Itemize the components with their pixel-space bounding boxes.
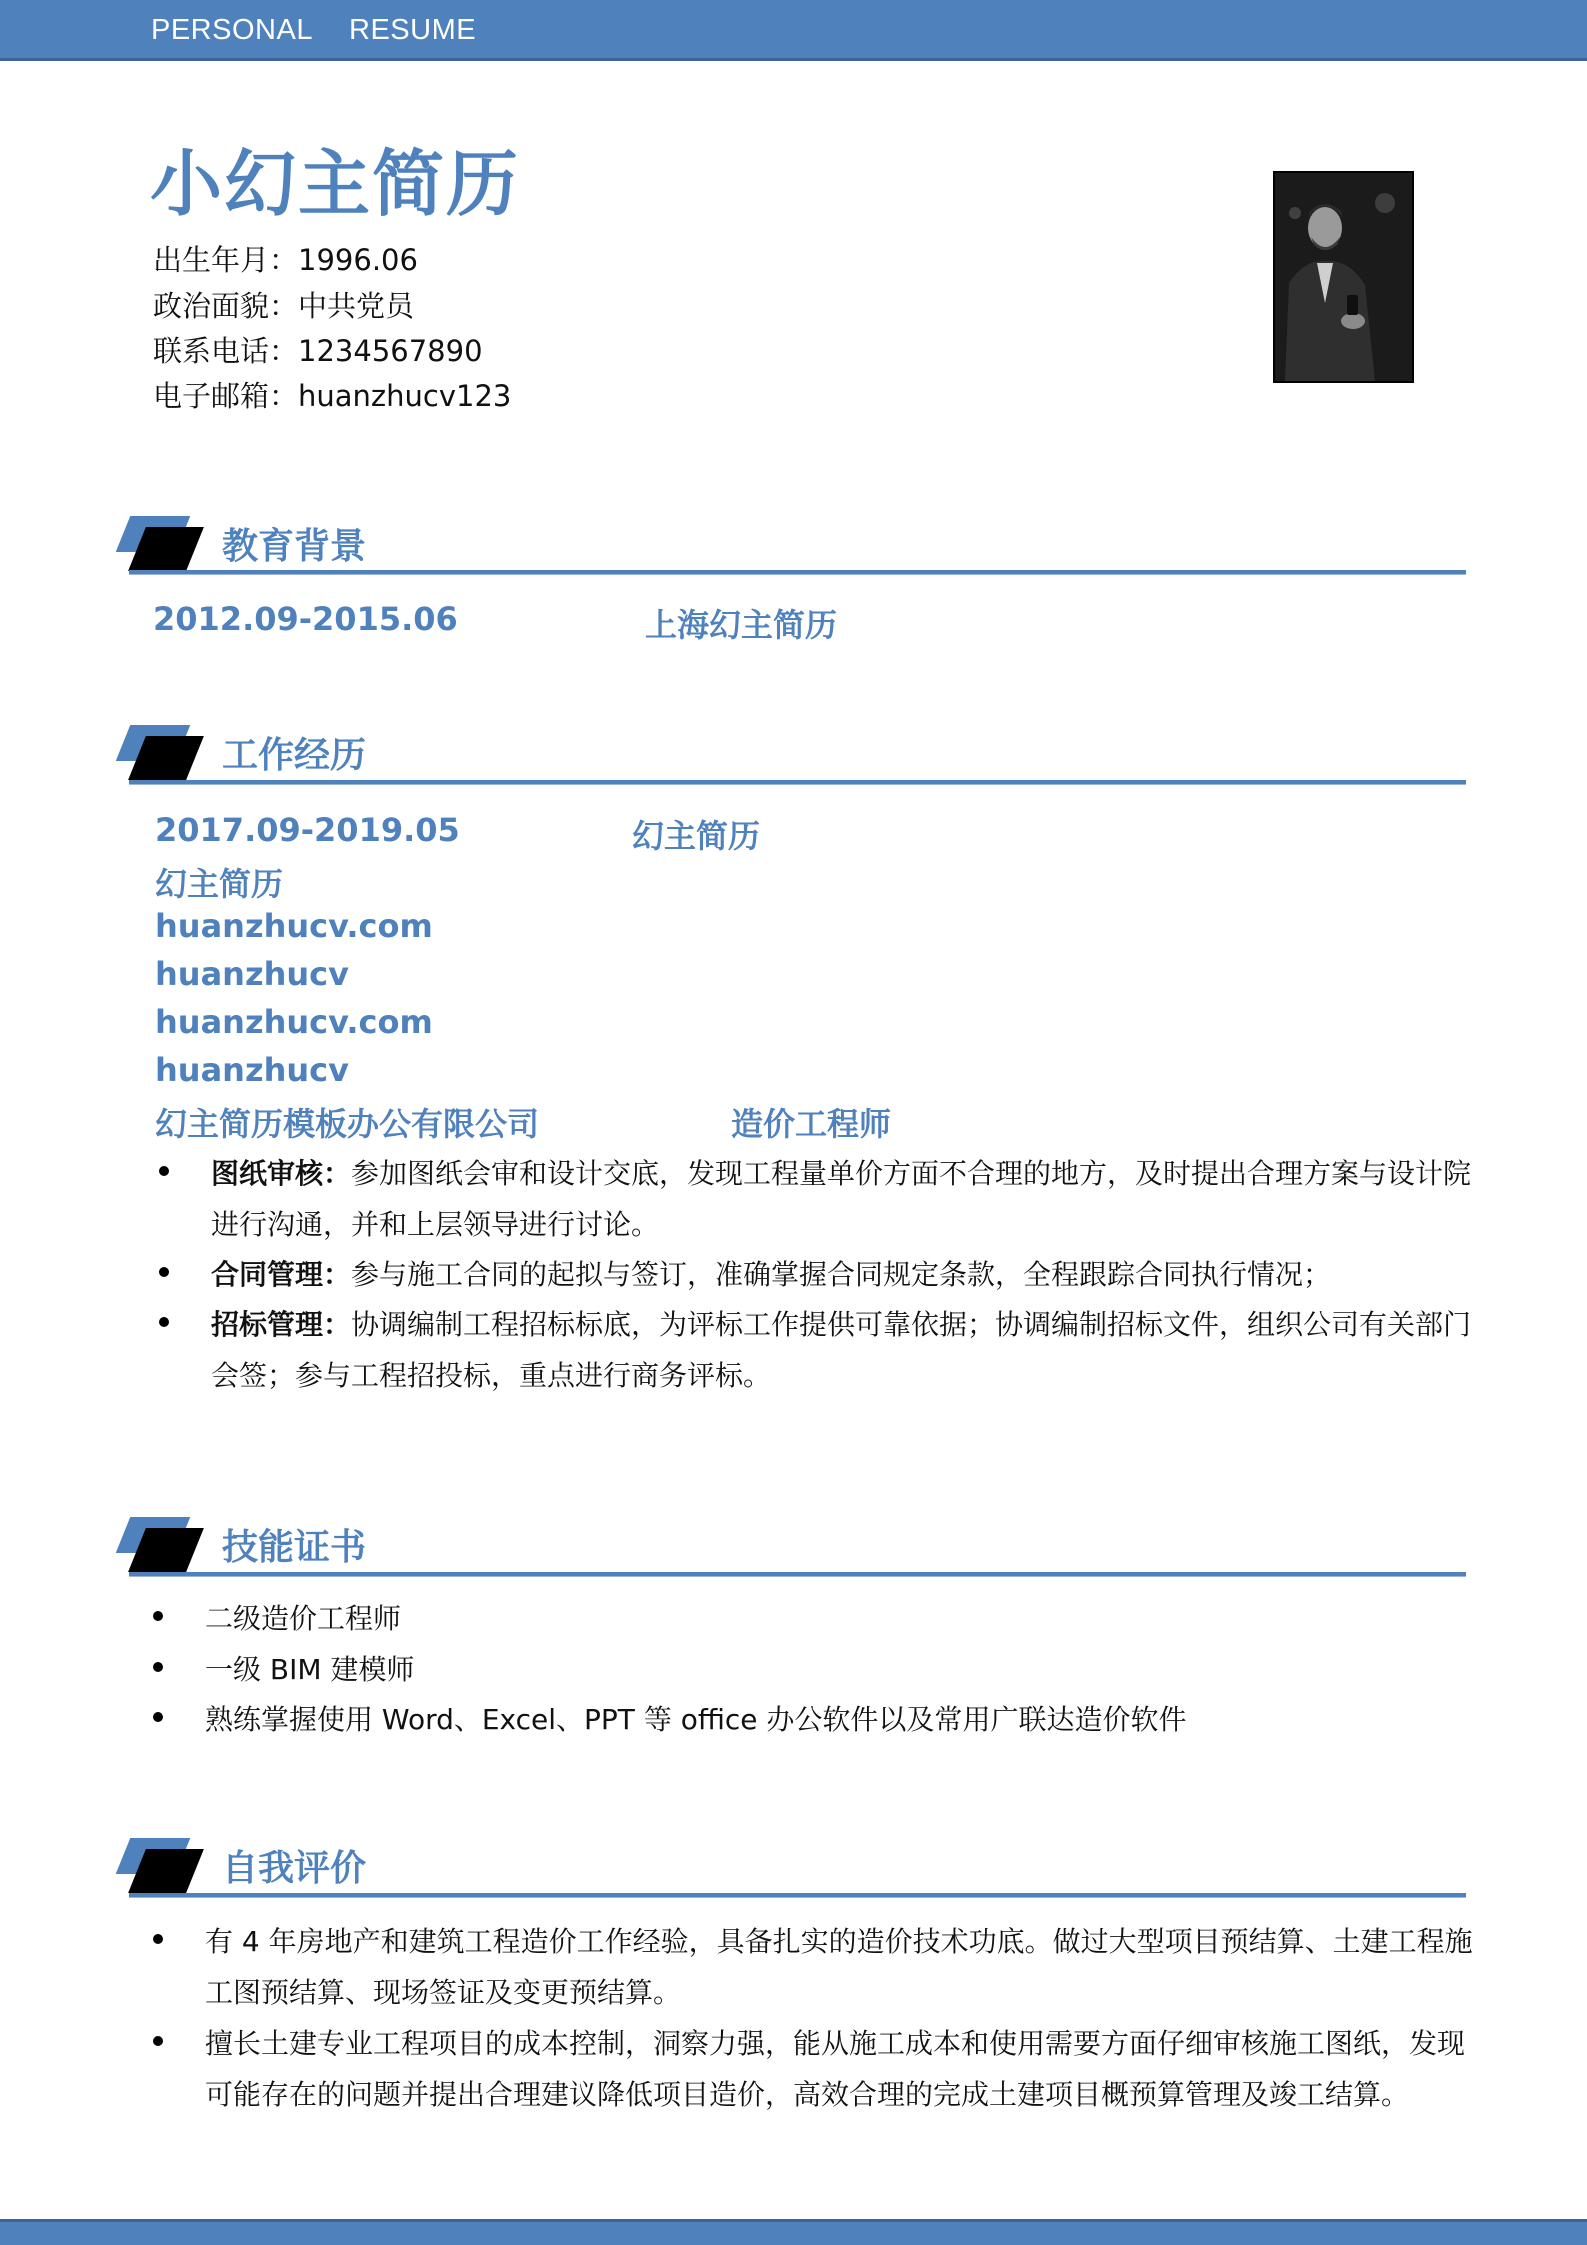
- self-line: 可能存在的问题并提出合理建议降低项目造价，高效合理的完成土建项目概预算管理及竣工结算。: [205, 2078, 1410, 2111]
- section-title-skills: 技能证书: [222, 1527, 367, 1568]
- truncated-text-fragment: [211, 1405, 1471, 1419]
- info-value: 中共党员: [298, 289, 415, 323]
- work-line: huanzhucv.com: [155, 907, 433, 945]
- duty-text: 协调编制工程招标标底，为评标工作提供可靠依据；协调编制招标文件，组织公司有关部门: [351, 1308, 1472, 1341]
- footer-bar: [0, 2219, 1587, 2245]
- duty-head: 图纸审核：: [211, 1157, 352, 1190]
- work-position: 造价工程师: [731, 1105, 892, 1143]
- education-school: 上海幻主简历: [645, 606, 838, 644]
- skill-item: 二级造价工程师: [205, 1602, 402, 1635]
- info-value: huanzhucv123: [298, 379, 512, 413]
- bullet: [153, 1611, 163, 1621]
- info-label: 电子邮箱：: [153, 379, 299, 413]
- duty-head: 招标管理：: [211, 1308, 352, 1341]
- duty-text: 参加图纸会审和设计交底，发现工程量单价方面不合理的地方，及时提出合理方案与设计院: [351, 1157, 1472, 1190]
- section-divider: [129, 780, 1466, 785]
- work-line: 幻主简历: [155, 865, 284, 903]
- header-word-resume: RESUME: [349, 14, 477, 46]
- section-title-self: 自我评价: [222, 1848, 367, 1889]
- bullet: [153, 2036, 163, 2046]
- duty-line: [211, 1253, 1331, 1293]
- header-word-personal: PERSONAL: [151, 14, 313, 46]
- info-label: 联系电话：: [153, 334, 299, 368]
- info-phone: [153, 329, 483, 370]
- duty-line: [211, 1303, 1471, 1343]
- bullet: [159, 1166, 169, 1176]
- duty-line: 会签；参与工程招投标，重点进行商务评标。: [211, 1359, 772, 1392]
- education-period: 2012.09-2015.06: [153, 600, 458, 638]
- header-bar: [0, 0, 1587, 61]
- duty-line: 进行沟通，并和上层领导进行讨论。: [211, 1208, 660, 1241]
- info-birth: [153, 238, 418, 279]
- skill-item: 熟练掌握使用 Word、Excel、PPT 等 office 办公软件以及常用广联达造价软件: [205, 1703, 1187, 1736]
- info-politics: [153, 284, 414, 325]
- work-company: 幻主简历: [632, 817, 761, 855]
- section-divider: [129, 1572, 1466, 1577]
- work-line: huanzhucv: [155, 1051, 349, 1089]
- resume-name: 小幻主简历: [150, 142, 521, 226]
- bullet: [153, 1662, 163, 1672]
- section-divider: [129, 1893, 1466, 1898]
- person-portrait-icon: [1275, 173, 1412, 381]
- work-line: huanzhucv: [155, 955, 349, 993]
- bullet: [159, 1317, 169, 1327]
- work-employer: 幻主简历模板办公有限公司: [155, 1105, 540, 1143]
- work-line: huanzhucv.com: [155, 1003, 433, 1041]
- section-title-education: 教育背景: [222, 526, 367, 567]
- bullet: [159, 1267, 169, 1277]
- info-label: 出生年月：: [153, 243, 299, 277]
- self-line: 擅长土建专业工程项目的成本控制，洞察力强，能从施工成本和使用需要方面仔细审核施工图纸，发现: [205, 2027, 1466, 2060]
- info-value: 1996.06: [298, 243, 418, 277]
- section-divider: [129, 570, 1466, 575]
- section-title-work: 工作经历: [222, 735, 367, 776]
- bullet: [153, 1712, 163, 1722]
- duty-text: 参与施工合同的起拟与签订，准确掌握合同规定条款，全程跟踪合同执行情况；: [351, 1258, 1332, 1291]
- info-label: 政治面貌：: [153, 289, 299, 323]
- duty-head: 合同管理：: [211, 1258, 352, 1291]
- self-line: 工图预结算、现场签证及变更预结算。: [205, 1976, 682, 2009]
- duty-line: [211, 1152, 1471, 1192]
- info-value: 1234567890: [298, 334, 483, 368]
- self-line: 有 4 年房地产和建筑工程造价工作经验，具备扎实的造价技术功底。做过大型项目预结算、土建工程施: [205, 1925, 1473, 1958]
- skill-item: 一级 BIM 建模师: [205, 1653, 415, 1686]
- profile-photo: [1273, 171, 1414, 383]
- bullet: [153, 1934, 163, 1944]
- info-email: [153, 374, 511, 415]
- work-period: 2017.09-2019.05: [155, 811, 460, 849]
